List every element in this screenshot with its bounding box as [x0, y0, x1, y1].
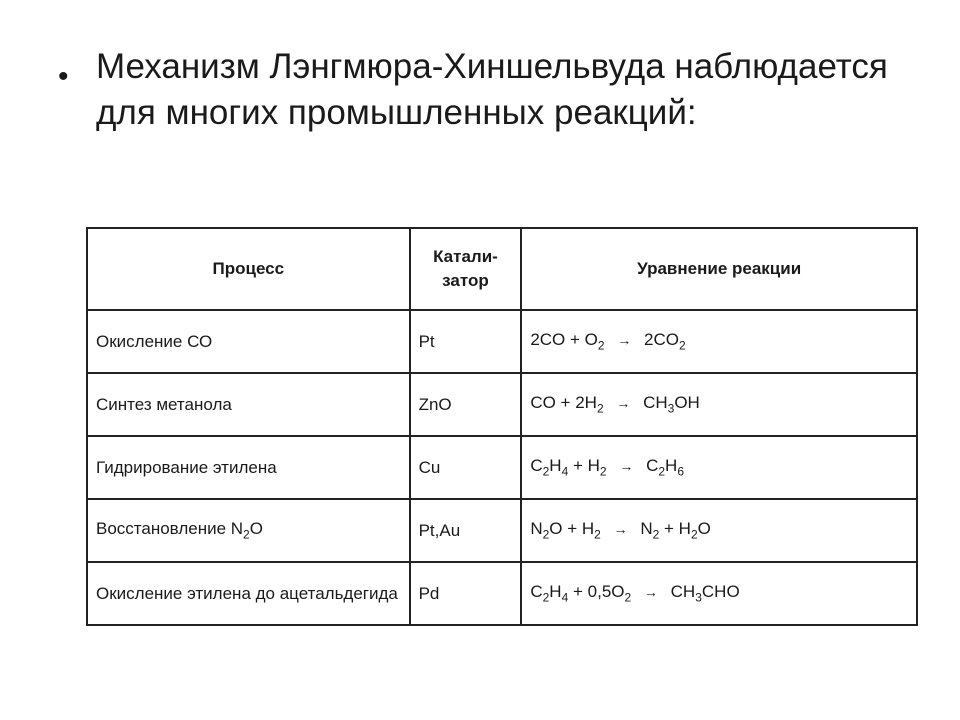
bullet-dot: •: [58, 60, 69, 93]
table-row: [87, 562, 917, 625]
cell-catalyst: Pt: [410, 310, 522, 373]
cell-equation: $N_2O + H_2 \to N_2 + H_2O$: [521, 499, 917, 562]
header-process: Процесс: [87, 228, 410, 310]
cell-catalyst: Cu: [410, 436, 522, 499]
cell-process: Синтез метанола: [87, 373, 410, 436]
cell-catalyst: ZnO: [410, 373, 522, 436]
cell-process: Окисление СО: [87, 310, 410, 373]
cell-process: Гидрирование этилена: [87, 436, 410, 499]
cell-equation: $2CO + O_2 \to 2CO_2$: [521, 310, 917, 373]
cell-equation: CO + $2H_2 \to CH_3OH$: [521, 373, 917, 436]
cell-equation: $C_2H_4 + 0,5O_2 \to CH_3CHO$: [521, 562, 917, 625]
header-catalyst: Катали-затор: [410, 228, 522, 310]
cell-process: Окисление этилена до ацетальдегида: [87, 562, 410, 625]
table-row: [87, 310, 917, 373]
header-equation: Уравнение реакции: [521, 228, 917, 310]
table-row: [87, 373, 917, 436]
cell-catalyst: Pt,Au: [410, 499, 522, 562]
bullet-point: [52, 44, 912, 136]
reactions-table: [86, 227, 918, 626]
bullet-text: Механизм Лэнгмюра-Хиншельвуда наблюдается для многих промышленных реакций:: [96, 47, 888, 132]
cell-equation: $C_2H_4 + H_2 \to C_2H_6$: [521, 436, 917, 499]
cell-catalyst: Pd: [410, 562, 522, 625]
table-header-row: [87, 228, 917, 310]
cell-process: Восстановление $N_2O$: [87, 499, 410, 562]
table-row: [87, 436, 917, 499]
table-row: [87, 499, 917, 562]
